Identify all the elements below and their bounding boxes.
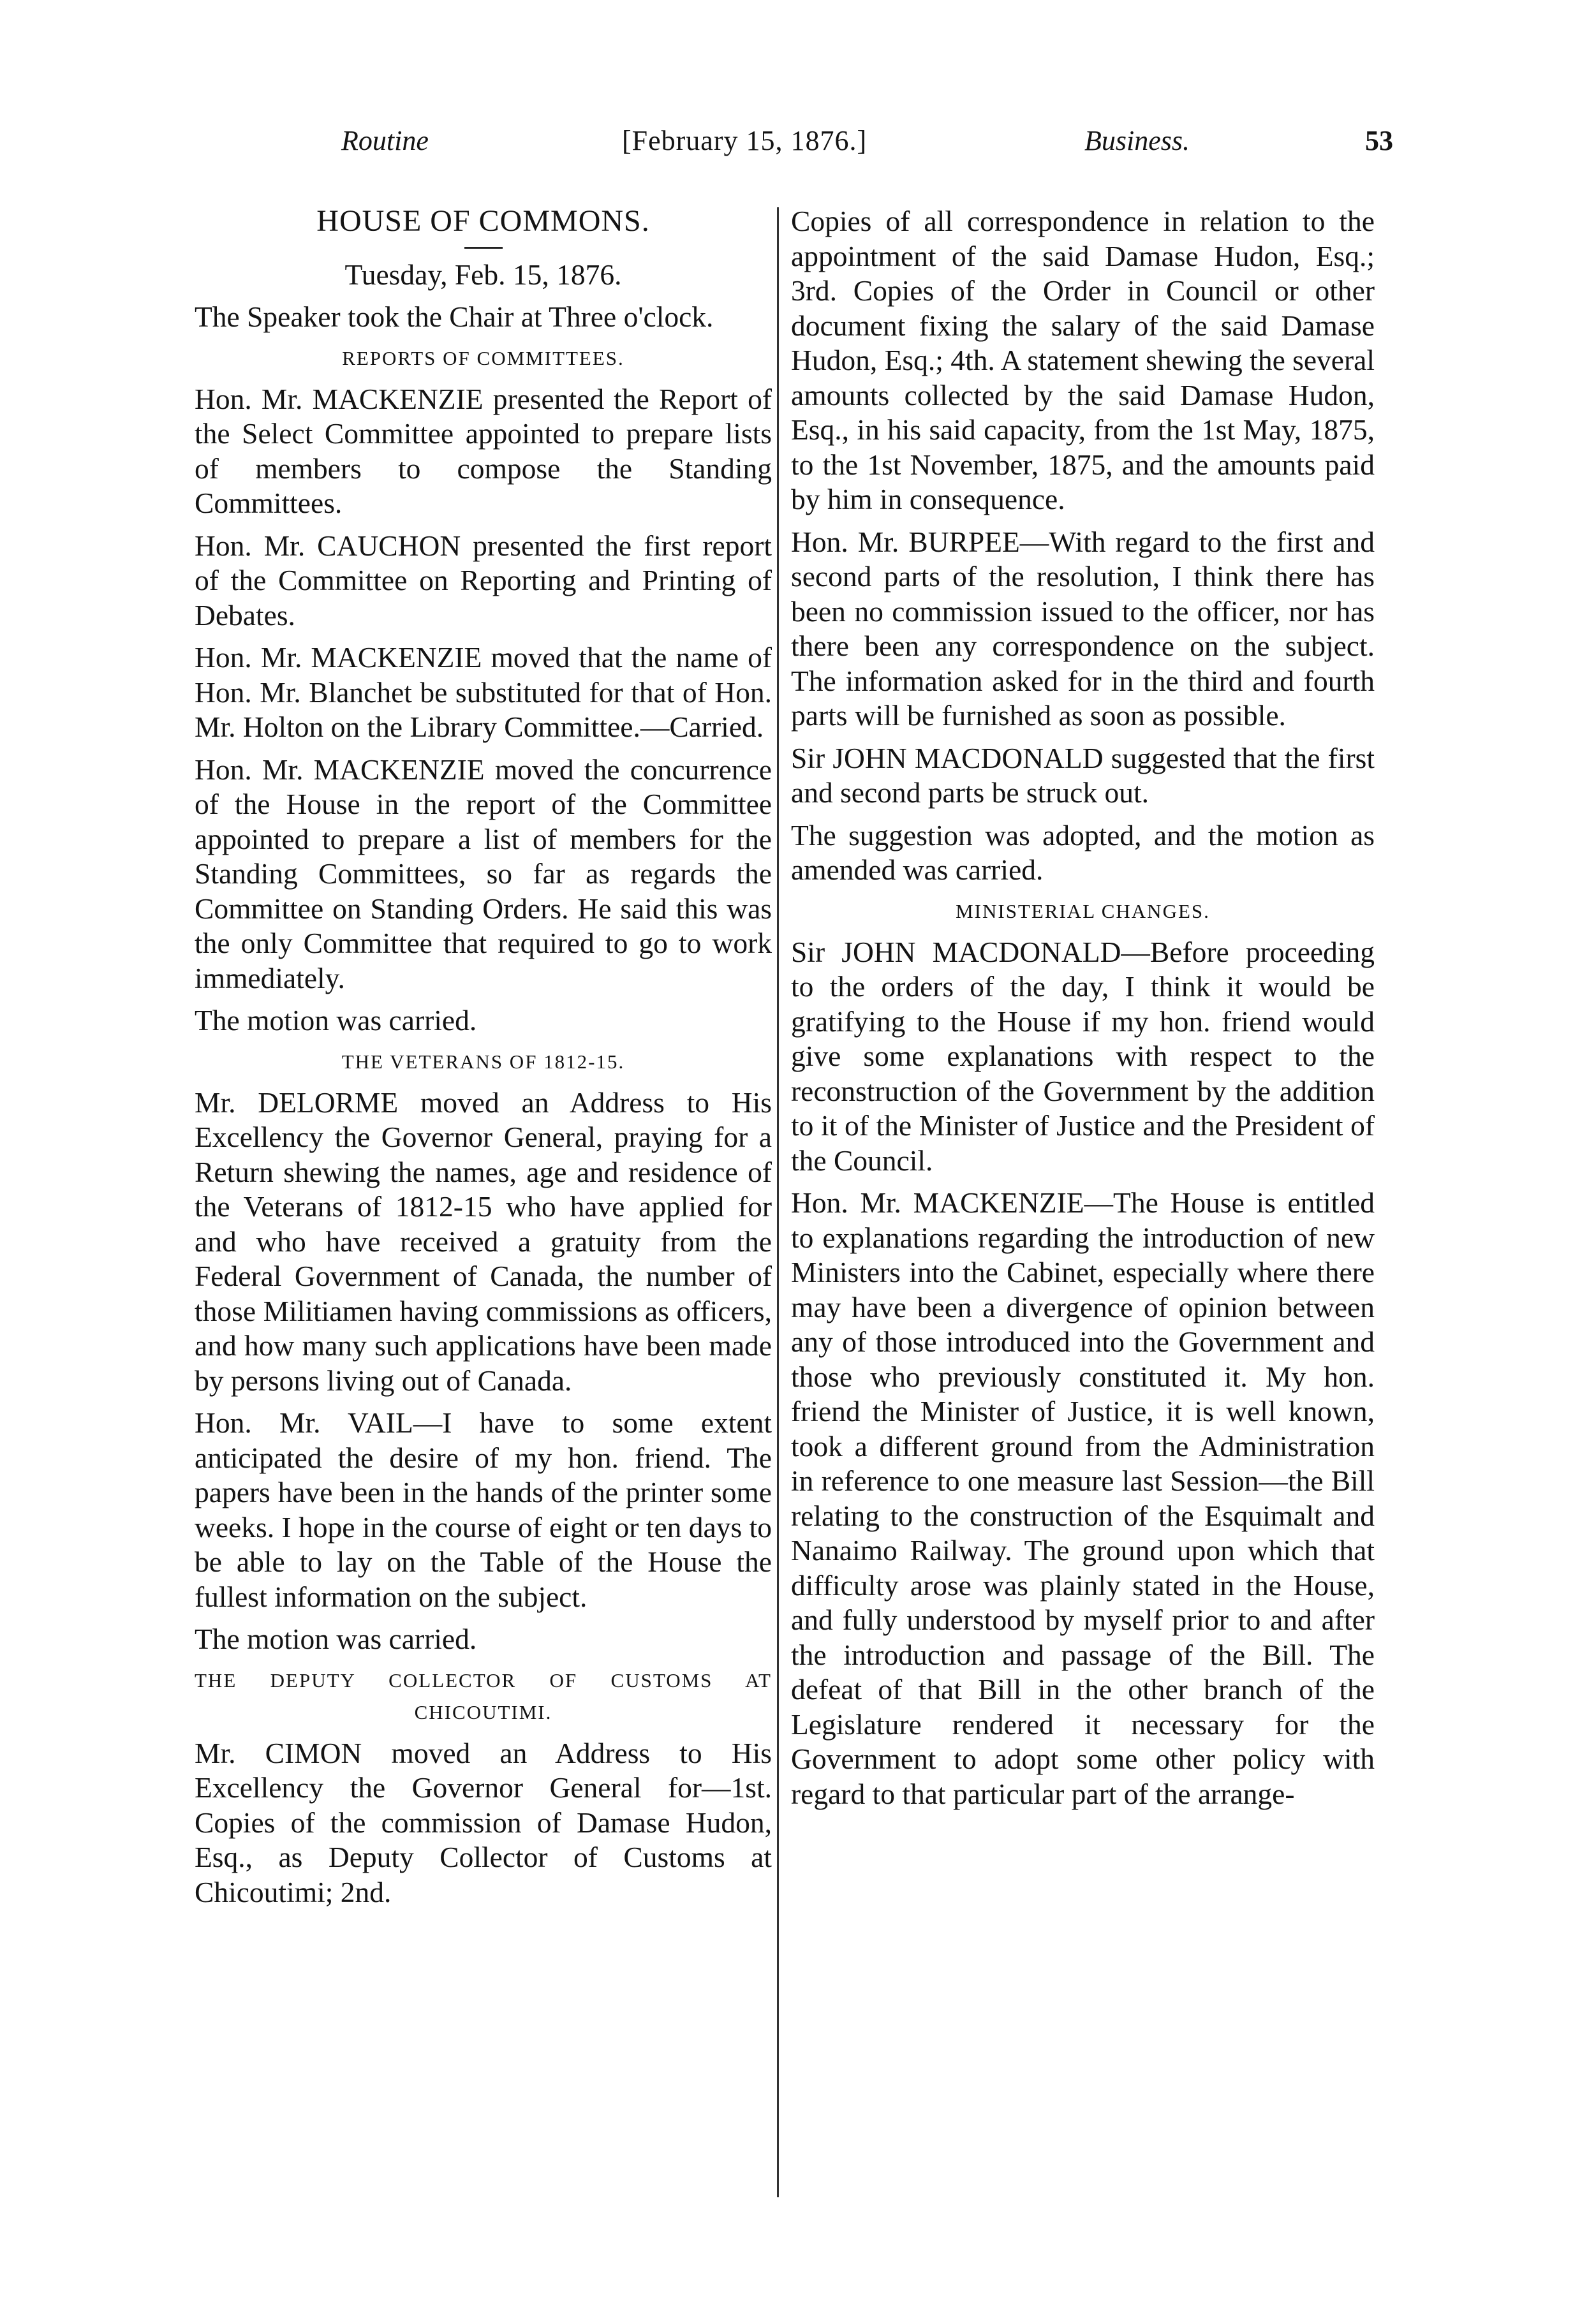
running-head-date: [February 15, 1876.]	[622, 125, 868, 156]
sitting-date: Tuesday, Feb. 15, 1876.	[344, 258, 622, 291]
paragraph: Copies of all correspondence in relation to the appointment of the said Damase Hudon, Esq.; 3rd. Copies of the Order in Council or other document fixing the salary of the said Damase Hudon, Esq.; 4th. A statement shewing the several amounts collected by the said Damase Hudon, Esq., in his said capacity, from the 1st May, 1875, to the 1st November, 1875, and the amounts paid by him in consequence.	[791, 205, 1375, 515]
page-number: 53	[1365, 125, 1393, 156]
paragraph: Hon. Mr. CAUCHON presented the first report of the Committee on Reporting and Printing of Debates.	[195, 529, 772, 631]
paragraph: The motion was carried.	[195, 1004, 477, 1036]
paragraph: Hon. Mr. MACKENZIE presented the Report of the Select Committee appointed to prepare lists of members to compose the Standing Committees.	[195, 382, 772, 519]
title-divider	[464, 247, 503, 249]
left-column	[195, 204, 772, 2200]
paragraph: Hon. Mr. MACKENZIE moved the concurrence of the House in the report of the Committee appointed to prepare a list of members for the Standing Committees, so far as regards the Committee on Standing Orders. He said this was the only Committee that required to go to work immediately.	[195, 753, 772, 994]
paragraph: Hon. Mr. BURPEE—With regard to the first and second parts of the resolution, I think there has been no commission issued to the officer, nor has there been any correspondence on the subject. The information asked for in the third and fourth parts will be furnished as soon as possible.	[791, 525, 1375, 732]
right-column	[791, 204, 1375, 2200]
paragraph: The motion was carried.	[195, 1623, 477, 1655]
page-title: HOUSE OF COMMONS.	[316, 204, 650, 238]
section-heading-deputy-collector: THE DEPUTY COLLECTOR OF CUSTOMS AT CHICOUTIMI.	[195, 1669, 772, 1723]
paragraph: Hon. Mr. MACKENZIE moved that the name of Hon. Mr. Blanchet be substituted for that of Hon. Mr. Holton on the Library Committee.—Carried.	[195, 641, 772, 743]
paragraph: Sir JOHN MACDONALD—Before proceeding to the orders of the day, I think it would be gratifying to the House if my hon. friend would give some explanations with respect to the reconstruction of the Government by the addition to it of the Minister of Justice and the President of the Council.	[791, 935, 1375, 1177]
column-divider	[777, 207, 779, 2197]
page-header	[0, 124, 1596, 169]
paragraph: The suggestion was adopted, and the motion as amended was carried.	[791, 818, 1375, 886]
section-heading-reports: REPORTS OF COMMITTEES.	[342, 346, 624, 369]
paragraph: Sir JOHN MACDONALD suggested that the first and second parts be struck out.	[791, 741, 1375, 809]
opening-paragraph: The Speaker took the Chair at Three o'clock.	[195, 300, 714, 333]
paragraph: Mr. DELORME moved an Address to His Excellency the Governor General, praying for a Return shewing the names, age and residence of the Veterans of 1812-15 who have applied for and who have received a gratuity from the Federal Government of Canada, the number of those Militiamen having commissions as officers, and how many such applications have been made by persons living out of Canada.	[195, 1086, 772, 1397]
running-head-right: Business.	[1084, 125, 1190, 156]
section-heading-ministerial-changes: MINISTERIAL CHANGES.	[956, 899, 1210, 922]
section-heading-veterans: THE VETERANS OF 1812-15.	[341, 1050, 625, 1073]
paragraph: Hon. Mr. VAIL—I have to some extent anticipated the desire of my hon. friend. The papers have been in the hands of the printer some weeks. I hope in the course of eight or ten days to be able to lay on the Table of the House the fullest information on the subject.	[195, 1406, 772, 1613]
paragraph: Mr. CIMON moved an Address to His Excellency the Governor General for—1st. Copies of the commission of Damase Hudon, Esq., as Deputy Collector of Customs at Chicoutimi; 2nd.	[195, 1736, 772, 1908]
paragraph: Hon. Mr. MACKENZIE—The House is entitled to explanations regarding the introduction of new Ministers into the Cabinet, especially where there may have been a divergence of opinion between any of those introduced into the Government and those who previously constituted it. My hon. friend the Minister of Justice, it is well known, took a different ground from the Administration in reference to one measure last Session—the Bill relating to the construction of the Esquimalt and Nanaimo Railway. The ground upon which that difficulty arose was plainly stated in the House, and fully understood by myself prior to and after the introduction and passage of the Bill. The defeat of that Bill in the other branch of the Legislature rendered it necessary for the Government to adopt some other policy with regard to that particular part of the arrange-	[791, 1186, 1375, 1810]
running-head-left: Routine	[341, 125, 429, 156]
